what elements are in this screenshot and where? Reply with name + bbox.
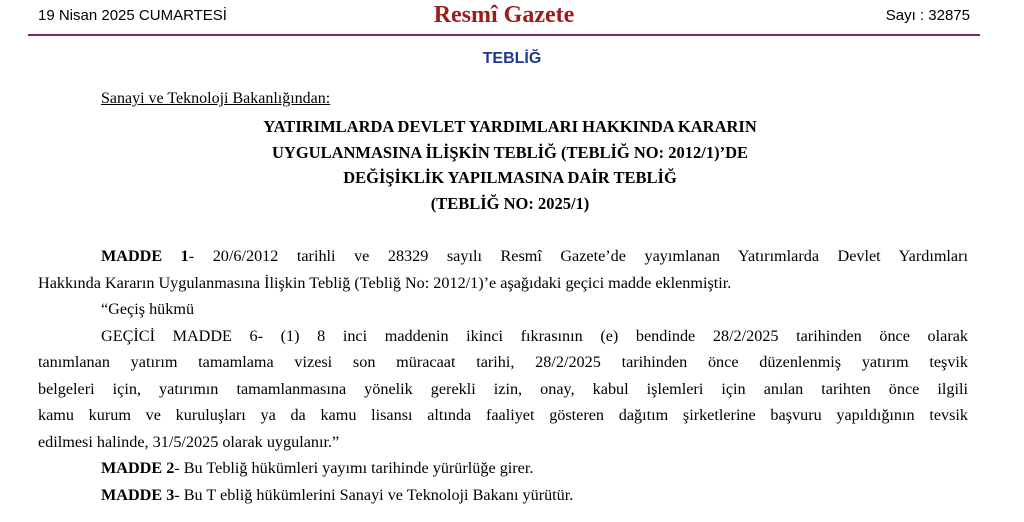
document-title-line: YATIRIMLARDA DEVLET YARDIMLARI HAKKINDA KARARIN	[263, 117, 757, 136]
issue-date: 19 Nisan 2025 CUMARTESİ	[38, 7, 227, 24]
article-2-label: MADDE 2	[101, 459, 175, 477]
gazette-title: Resmî Gazete	[433, 2, 575, 28]
article-1-line	[38, 243, 968, 270]
temporary-article-line: tanımlanan yatırım tamamlama vizesi son müracaat tarihi, 28/2/2025 tarihinden önce düzenlenmiş yatırım teşvik	[38, 353, 968, 371]
document-title-line: (TEBLİĞ NO: 2025/1)	[430, 193, 590, 213]
temporary-article-line: belgeleri için, yatırımın tamamlanmasına yönelik gerekli izin, onay, kabul işlemleri için anılan tarihten önce ilgili	[38, 379, 968, 398]
article-1-text: - 20/6/2012 tarihli ve 28329 sayılı Resmî Gazete’de yayımlanan Yatırımlarda Devlet Yardımları	[188, 247, 969, 265]
article-2-text: - Bu Tebliğ hükümleri yayımı tarihinde yürürlüğe girer.	[174, 459, 534, 477]
document-title	[180, 114, 840, 216]
document-body	[38, 243, 968, 508]
temporary-article-line: edilmesi halinde, 31/5/2025 olarak uygulanır.”	[38, 432, 340, 451]
document-title-line: UYGULANMASINA İLİŞKİN TEBLİĞ (TEBLİĞ NO: 2012/1)’DE	[272, 142, 748, 162]
article-3-text: - Bu T ebliğ hükümlerini Sanayi ve Teknoloji Bakanı yürütür.	[174, 485, 574, 504]
article-2	[38, 455, 968, 482]
article-1-label: MADDE 1	[101, 247, 189, 265]
section-heading: TEBLİĞ	[482, 50, 542, 67]
article-3-label: MADDE 3	[101, 485, 175, 504]
article-3	[38, 482, 968, 509]
ministry-name: Sanayi ve Teknoloji Bakanlığından:	[101, 90, 331, 107]
transition-heading: “Geçiş hükmü	[101, 300, 195, 318]
article-1-line: Hakkında Kararın Uygulanmasına İlişkin Tebliğ (Tebliğ No: 2012/1)’e aşağıdaki geçici madde eklenmiştir.	[38, 273, 732, 292]
issue-number: Sayı : 32875	[885, 7, 970, 24]
temporary-article-line: kamu kurum ve kuruluşları ya da kamu lisansı altında faaliyet gösteren dağıtım şirketlerine başvuru yapıldığının tevsik	[38, 406, 968, 424]
gazette-header	[28, 0, 980, 36]
temporary-article-line: GEÇİCİ MADDE 6- (1) 8 inci maddenin ikinci fıkrasının (e) bendinde 28/2/2025 tarihinden önce olarak	[101, 326, 968, 345]
document-title-line: DEĞİŞİKLİK YAPILMASINA DAİR TEBLİĞ	[343, 168, 677, 187]
